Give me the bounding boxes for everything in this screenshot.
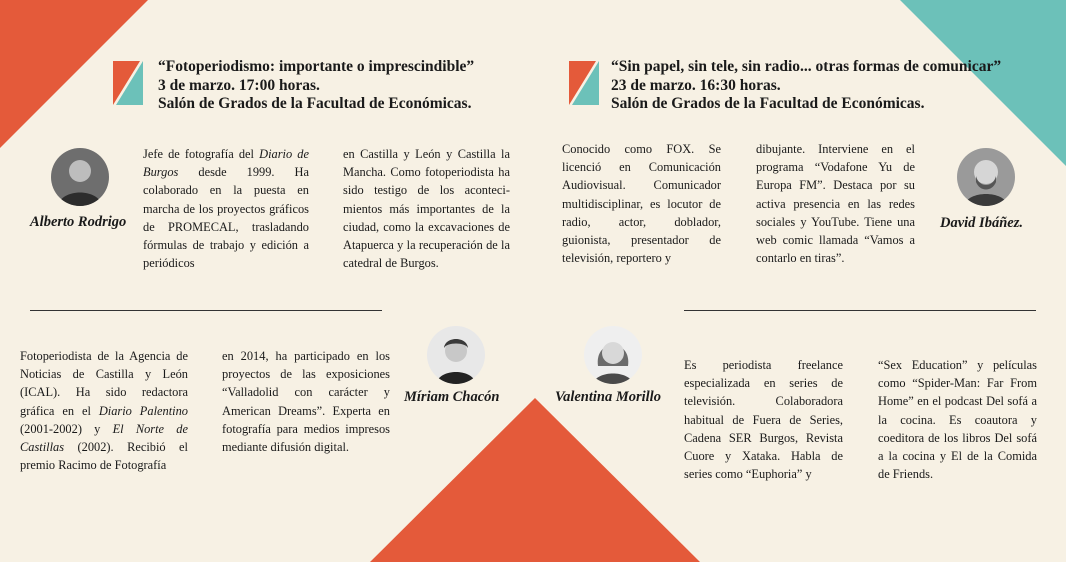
speaker-photo-miriam	[427, 326, 485, 384]
person-portrait-icon	[51, 148, 109, 206]
person-portrait-icon	[427, 326, 485, 384]
event-header-2	[611, 58, 1001, 114]
event-logo-icon	[569, 61, 599, 105]
event-date: 23 de marzo. 16:30 horas.	[611, 76, 781, 94]
speaker-photo-david	[957, 148, 1015, 206]
event-title: “Fotoperiodismo: importante o imprescindible”	[158, 58, 475, 75]
speaker-bio-col2: en 2014, ha participado en los proyectos de las exposiciones “Valladolid con carácter y American Dreams”. Experta en fotografía para medios impresos mediante difusión digital.	[222, 349, 390, 455]
speaker-bio-col2: en Castilla y León y Castilla la Mancha. Como fotoperiodista ha sido testigo de los acontecimientos más importantes de la ciudad, como la excavaciones de Atapuerca y la recuperación de la catedral de Burgos.	[343, 147, 510, 271]
event-header-1	[158, 58, 474, 114]
speaker-photo-alberto	[51, 148, 109, 206]
speaker-bio-col1: Conocido como FOX. Se licenció en Comunicación Audiovisual. Comunicador multidisciplinar, es locutor de radio, actor, doblador, guionista, presentador de televisión, reportero y	[562, 142, 721, 266]
event-venue: Salón de Grados de la Facultad de Económicas.	[158, 95, 472, 112]
speaker-bio-col1: Fotoperiodista de la Agencia de Noticias de Castilla y León (ICAL). Ha sido redactora gráfica en el Diario Palentino (2001-2002) y El Norte de Castillas (2002). Recibió el premio Racimo de Fotografía	[20, 349, 188, 473]
speaker-name: Alberto Rodrigo	[30, 214, 127, 230]
speaker-bio-col1: Es periodista freelance especializada en series de televisión. Colaboradora habitual de Fuera de Series, Cadena SER Burgos, Revista Cuore y Xataka. Habla de series como “Euphoria” y	[684, 358, 843, 482]
person-portrait-icon	[957, 148, 1015, 206]
speaker-photo-valentina	[584, 326, 642, 384]
speaker-bio-col2: “Sex Education” y películas como “Spider-Man: Far From Home” en el podcast Del sofá a la cocina. Es coautora y coeditora de los libros Del sofá a la cocina y El de la Comida de Friends.	[878, 358, 1037, 482]
event-title: “Sin papel, sin tele, sin radio... otras formas de comunicar”	[611, 58, 1002, 75]
event-date: 3 de marzo. 17:00 horas.	[158, 76, 320, 94]
section-divider	[30, 310, 382, 311]
speaker-name: David Ibáñez.	[940, 215, 1023, 231]
speaker-bio-col2: dibujante. Interviene en el programa “Vodafone Yu de Europa FM”. Destaca por su activa presencia en las redes sociales y YouTube. Tiene una web comic llamada “Vamos a contarlo en tiras”.	[756, 142, 915, 266]
event-venue: Salón de Grados de la Facultad de Económicas.	[611, 95, 925, 112]
event-logo-icon	[113, 61, 143, 105]
bottom-center-orange-triangle	[370, 398, 700, 562]
speaker-name: Valentina Morillo	[555, 389, 661, 405]
person-portrait-icon	[584, 326, 642, 384]
speaker-bio-col1: Jefe de fotografía del Diario de Burgos desde 1999. Ha colaborado en la puesta en marcha de los proyectos gráficos de PROMECAL, trasladando fórmulas de trabajo y edición a periódicos	[143, 147, 309, 271]
speaker-name: Míriam Chacón	[404, 389, 500, 405]
section-divider	[684, 310, 1036, 311]
